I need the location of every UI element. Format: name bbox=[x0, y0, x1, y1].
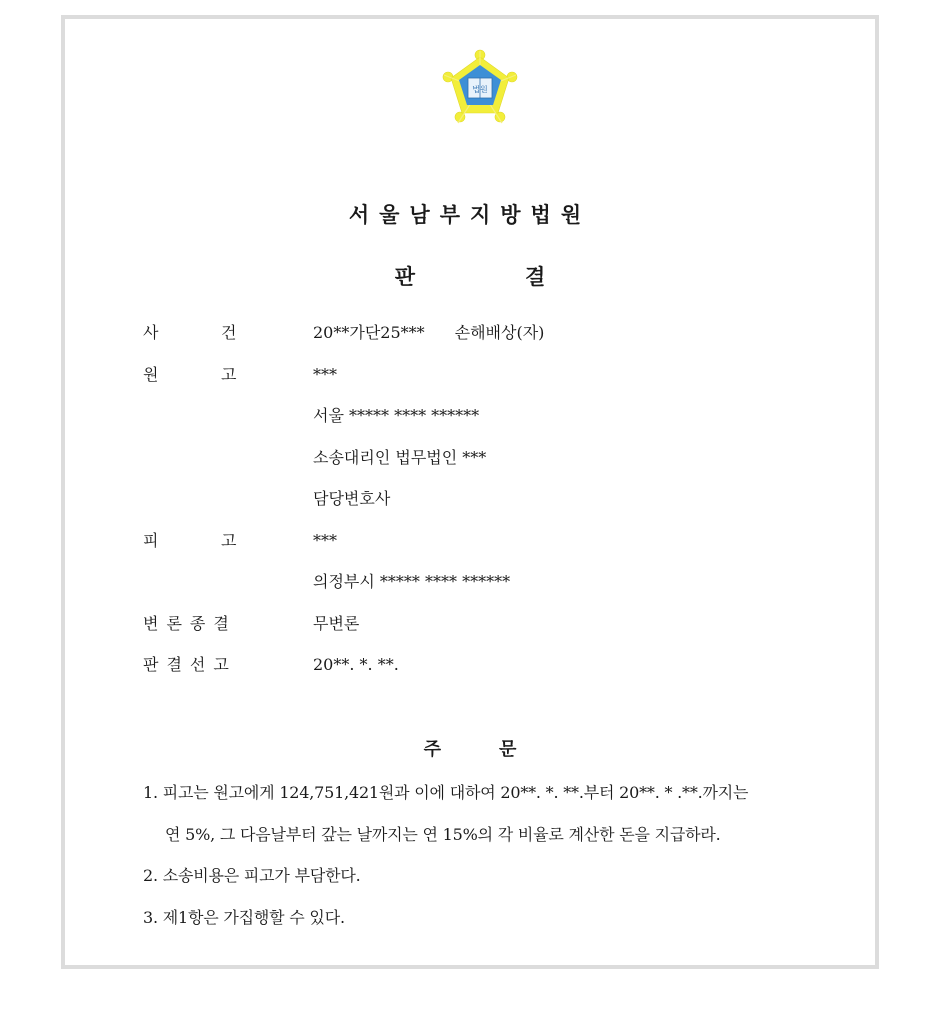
order-item: 2. 소송비용은 피고가 부담한다. bbox=[143, 866, 361, 885]
field-value: 20**. *. **. bbox=[313, 655, 399, 674]
court-emblem-icon bbox=[438, 47, 522, 131]
field-value: 20**가단25*** 손해배상(자) bbox=[313, 323, 545, 342]
field-label: 변론종결 bbox=[143, 614, 237, 633]
field-label: 피 고 bbox=[143, 531, 237, 550]
field-label: 원 고 bbox=[143, 365, 237, 384]
document-frame: 법원 서울남부지방법원 판 결 사 건 20**가단25*** 손해배상(자) 원 고 *** 서울 ***** **** ****** 소송대리인 법무법인 *** 담당변호사 피 고 *** 의정부시 ***** **** ****** 변론종결 무변론 판결선고 20**. *. **. 주 문 1. 피고는 원고에게 124,751,421원과 이에 대하여 20**. *. **.부터 20**. * .**.까지는 연 5%, 그 다음날부터 갚는 날까지는 연 15%의 각 비율로 계산한 돈을 지급하라. 2. 소송비용은 피고가 부담한다. 3. 제1항은 가집행할 수 있다. bbox=[61, 15, 879, 969]
emblem-text: 법원 bbox=[472, 85, 488, 94]
order-item: 1. 피고는 원고에게 124,751,421원과 이에 대하여 20**. *. **.부터 20**. * .**.까지는 bbox=[143, 783, 749, 802]
order-title: 주 문 bbox=[423, 739, 517, 760]
field-value: *** bbox=[313, 365, 337, 384]
title-char-2: 결 bbox=[525, 265, 546, 289]
order-item-continued: 연 5%, 그 다음날부터 갚는 날까지는 연 15%의 각 비율로 계산한 돈을 지급하라. bbox=[165, 825, 721, 844]
order-item: 3. 제1항은 가집행할 수 있다. bbox=[143, 908, 345, 927]
field-value: *** bbox=[313, 531, 337, 550]
court-name: 서울남부지방법원 bbox=[348, 203, 592, 227]
document-title bbox=[65, 261, 875, 291]
field-label: 판결선고 bbox=[143, 655, 237, 674]
field-label: 사 건 bbox=[143, 323, 237, 342]
field-value: 무변론 bbox=[313, 614, 360, 633]
title-char-1: 판 bbox=[394, 265, 415, 289]
